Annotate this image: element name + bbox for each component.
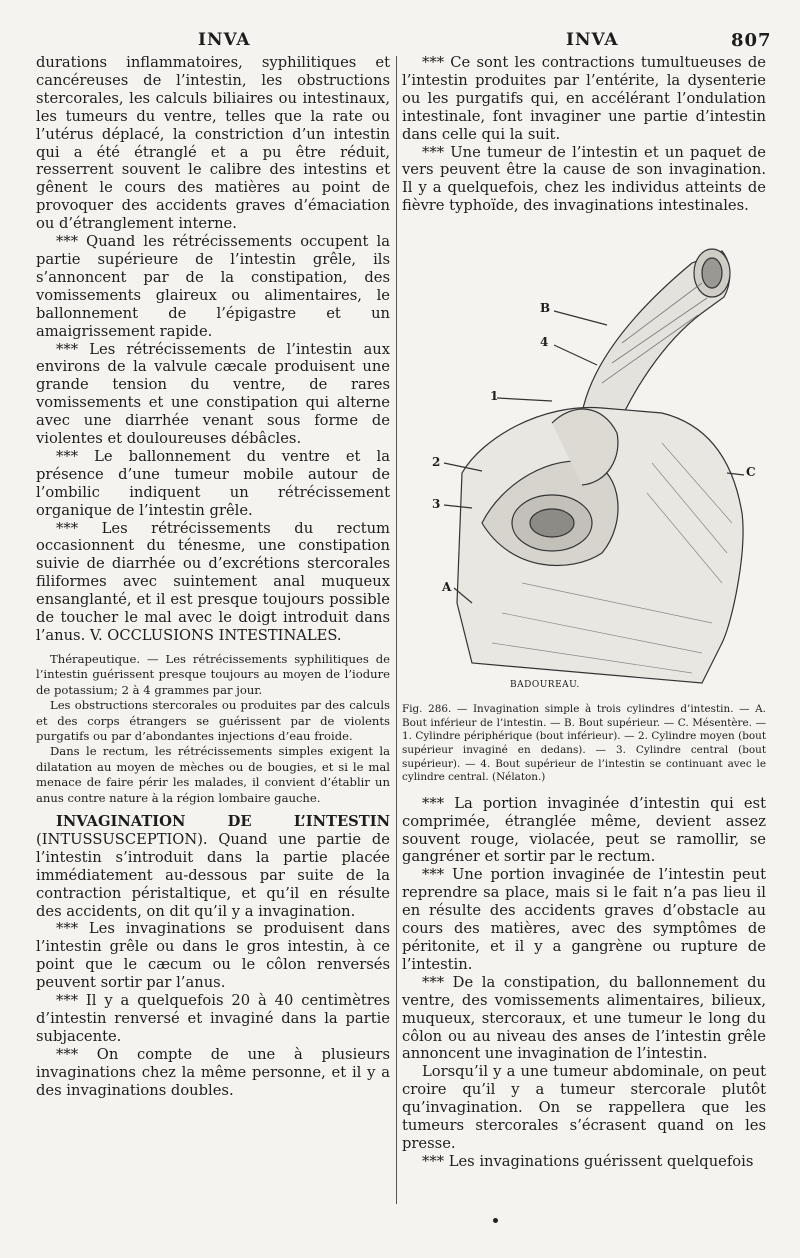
running-head-left: INVA (198, 30, 251, 50)
figure-label-4: 4 (540, 335, 549, 350)
page-mark (493, 1218, 498, 1223)
right-column (402, 54, 766, 1171)
engraver-signature: BADOUREAU. (510, 680, 580, 691)
figure-label-b: B (540, 301, 551, 316)
entry-heading: INVAGINATION DE L’INTESTIN (56, 812, 390, 830)
figure-caption: Fig. 286. — Invagination simple à trois cylindres d’intestin. — A. Bout inférieur de l’intestin. — B. Bout supérieur. — C. Mésentère. — 1. Cylindre périphérique (bout inférieur). — 2. Cylindre moyen (bout supérieur invaginé en dedans). — 3. Cylindre central (bout supérieur). — 4. Bout supérieur de l’intestin se continuant avec le cylindre central. (Nélaton.) (402, 703, 766, 784)
figure-label-3: 3 (432, 497, 441, 512)
left-column (36, 54, 390, 1099)
figure-label-c: C (746, 465, 756, 480)
paragraph: *** La portion invaginée d’intestin qui est comprimée, étranglée même, devient assez souvent rouge, violacée, peut se ramollir, se gangréner et sortir par le rectum. (402, 794, 766, 866)
paragraph: *** Les rétrécissements du rectum occasionnent du ténesme, une constipation suivie de diarrhée ou d’excrétions stercorales filiformes avec suintement anal muqueux ensanglanté, et il est presque toujours possible de toucher le mal avec le doigt introduit dans l’anus. V. OCCLUSIONS INTESTINALES. (36, 519, 390, 644)
paragraph: *** Les invaginations se produisent dans l’intestin grêle ou dans le gros intestin, à ce point que le cæcum ou le côlon renversés peuvent sortir par l’anus. (36, 920, 390, 992)
small-paragraph: Les obstructions stercorales ou produites par des calculs et des corps étrangers se guérissent par de violents purgatifs ou par d’abondantes injections d’eau froide. (36, 698, 390, 743)
paragraph: *** Il y a quelquefois 20 à 40 centimètres d’intestin renversé et invaginé dans la partie subjacente. (36, 992, 390, 1045)
paragraph: durations inflammatoires, syphilitiques et cancéreuses de l’intestin, les obstructions stercorales, les calculs biliaires ou intestinaux, les tumeurs du ventre, telles que la rate ou l’utérus déplacé, la constriction d’un intestin qui a été étranglé et a pu être réduit, resserrent souvent le calibre des intestins et gênent le cours des matières au point de provoquer des accidents graves d’émaciation ou d’étranglement interne. (36, 54, 390, 233)
figure-label-2: 2 (432, 455, 441, 470)
paragraph: *** Une portion invaginée de l’intestin peut reprendre sa place, mais si le fait n’a pas lieu il en résulte des accidents graves d’obstacle au cours des matières, avec des symptômes de péritonite, et il y a gangrène ou rupture de l’intestin. (402, 866, 766, 973)
paragraph: *** On compte de une à plusieurs invaginations chez la même personne, et il y a des invaginations doubles. (36, 1045, 390, 1099)
small-paragraph: Dans le rectum, les rétrécissements simples exigent la dilatation au moyen de mèches ou de bougies, et si le mal menace de faire périr les malades, il convient d’établir un anus contre nature à la région lombaire gauche. (36, 744, 390, 805)
intestine-illustration (402, 223, 766, 699)
figure-label-a: A (442, 580, 452, 595)
entry-text: (INTUSSUSCEPTION). Quand une partie de l’intestin s’introduit dans la partie placée immédiatement au-dessous par suite de la contraction péristaltique, et qu’il en résulte des accidents, on dit qu’il y a invagination. (36, 830, 390, 920)
paragraph: *** Quand les rétrécissements occupent la partie supérieure de l’intestin grêle, ils s’annoncent par de la constipation, des vomissements glaireux ou alimentaires, le ballonnement de l’épigastre et un amaigrissement rapide. (36, 233, 390, 340)
entry-paragraph (36, 813, 390, 920)
figure-label-1: 1 (490, 389, 499, 404)
running-head-right: INVA (566, 30, 619, 50)
figure-286 (402, 223, 766, 699)
page-number: 807 (731, 30, 772, 51)
paragraph: *** Ce sont les contractions tumultueuses de l’intestin produites par l’entérite, la dysenterie ou les purgatifs qui, en accélérant l’ondulation intestinale, font invaginer une partie d’intestin dans celle qui la suit. (402, 54, 766, 143)
therapeutics-paragraph: Thérapeutique. — Les rétrécissements syphilitiques de l’intestin guérissent presque toujours au moyen de l’iodure de potassium; 2 à 4 grammes par jour. (36, 651, 390, 697)
column-rule (396, 56, 397, 1204)
paragraph: *** Les rétrécissements de l’intestin aux environs de la valvule cæcale produisent une grande tension du ventre, de rares vomissements et une constipation qui alterne avec une diarrhée venant sous forme de violentes et douloureuses débâcles. (36, 340, 390, 448)
paragraph: *** Le ballonnement du ventre et la présence d’une tumeur mobile autour de l’ombilic indiquent un rétrécissement organique de l’intestin grêle. (36, 447, 390, 519)
paragraph: *** De la constipation, du ballonnement du ventre, des vomissements alimentaires, bilieux, muqueux, stercoraux, et une tumeur le long du côlon ou au niveau des anses de l’intestin grêle annoncent une invagination de l’intestin. (402, 973, 766, 1063)
paragraph: Lorsqu’il y a une tumeur abdominale, on peut croire qu’il y a tumeur stercorale plutôt qu’invagination. On se rappellera que les tumeurs stercorales s’écrasent quand on les presse. (402, 1063, 766, 1152)
paragraph: *** Les invaginations guérissent quelquefois (422, 1152, 754, 1170)
paragraph: *** Une tumeur de l’intestin et un paquet de vers peuvent être la cause de son invagination. Il y a quelquefois, chez les individus atteints de fièvre typhoïde, des invaginations intestinales. (402, 143, 766, 215)
